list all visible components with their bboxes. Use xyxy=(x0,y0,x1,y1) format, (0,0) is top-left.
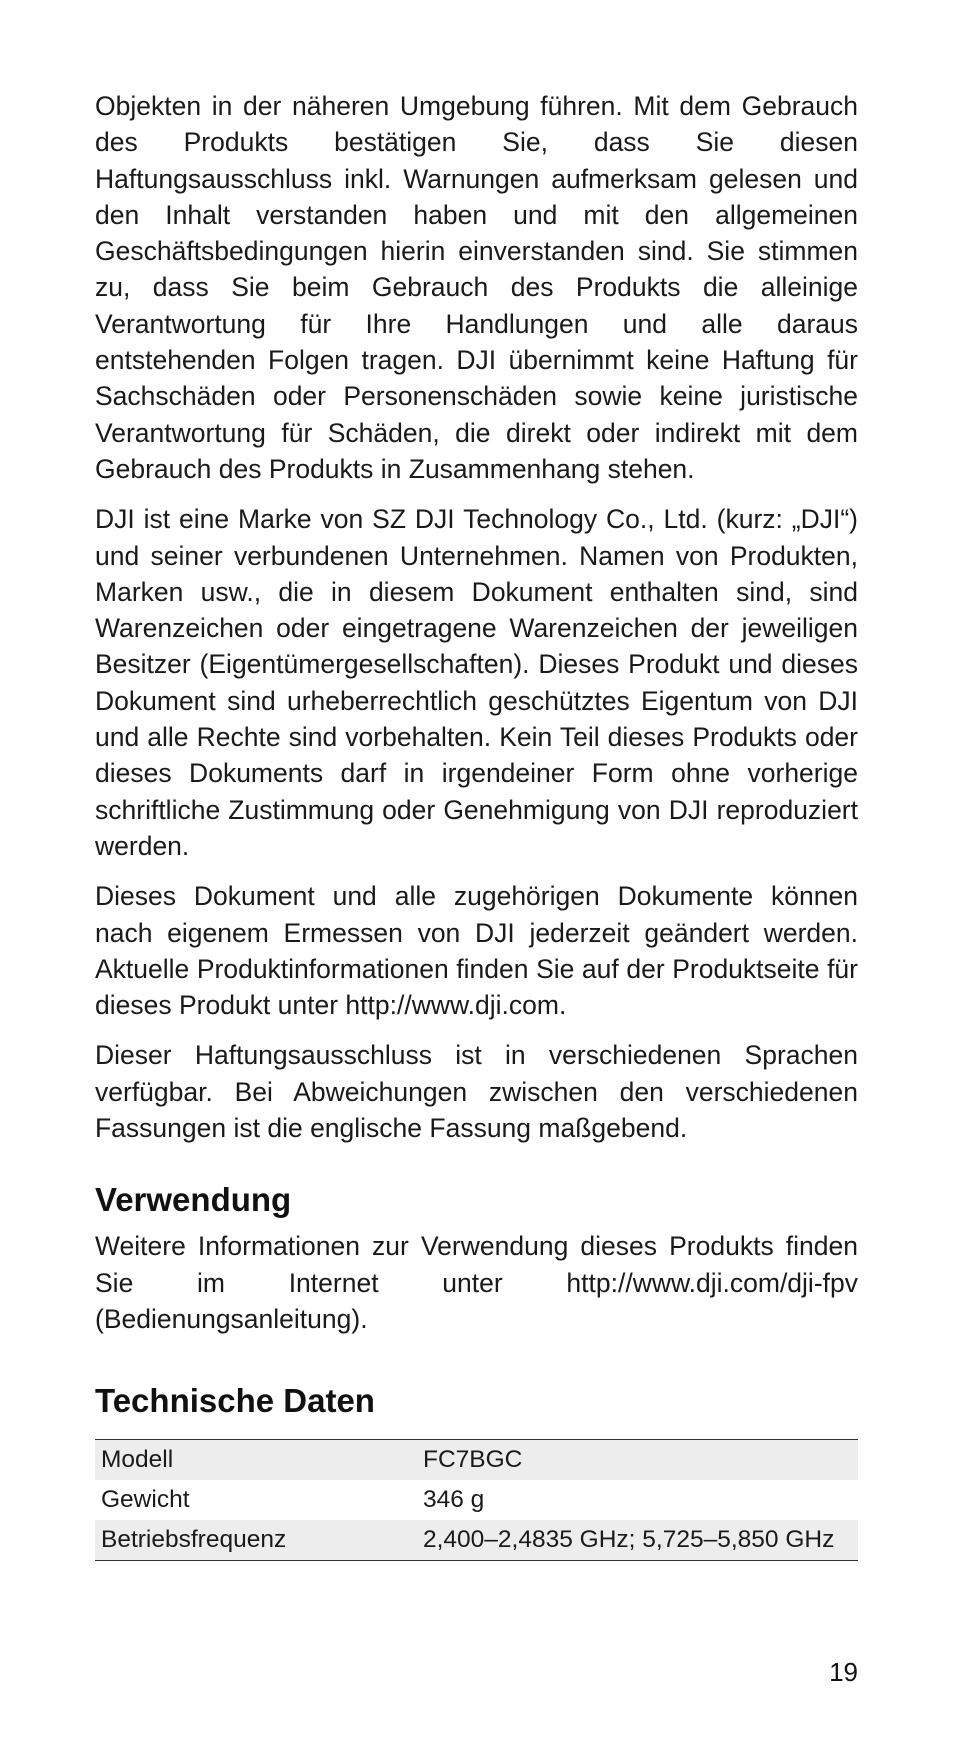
page-number: 19 xyxy=(829,1657,858,1687)
spec-label: Modell xyxy=(95,1440,417,1481)
usage-paragraph: Weitere Informationen zur Verwendung dieses Produkts finden Sie im Internet unter http://www.dji.com/dji-fpv (Bedienungsanleitung). xyxy=(95,1231,858,1334)
spec-label: Gewicht xyxy=(101,1486,190,1514)
usage-heading: Verwendung xyxy=(95,1181,292,1219)
spec-label: Betriebsfrequenz xyxy=(95,1520,417,1561)
table-row xyxy=(95,1480,858,1520)
disclaimer-paragraph-1: Objekten in der näheren Umgebung führen. Mit dem Gebrauch des Produkts bestätigen Sie, dass Sie diesen Haftungsausschluss inkl. Warnungen aufmerksam gelesen und den Inhalt verstanden haben und mit den allgemeinen Geschäftsbedingungen hierin einverstanden sind. Sie stimmen zu, dass Sie beim Gebrauch des Produkts die alleinige Verantwortung für Ihre Handlungen und alle daraus entstehenden Folgen tragen. DJI übernimmt keine Haftung für Sachschäden oder Personenschäden sowie keine juristische Verantwortung für Schäden, die direkt oder indirekt mit dem Gebrauch des Produkts in Zusammenhang stehen. xyxy=(95,91,858,484)
table-row xyxy=(95,1520,858,1561)
trademark-paragraph: DJI ist eine Marke von SZ DJI Technology Co., Ltd. (kurz: „DJI“) und seiner verbundenen Unternehmen. Namen von Produkten, Marken usw., die in diesem Dokument enthalten sind, sind Warenzeichen oder eingetragene Warenzeichen der jeweiligen Besitzer (Eigentümergesellschaften). Dieses Produkt und dieses Dokument sind urheberrechtlich geschütztes Eigentum von DJI und alle Rechte sind vorbehalten. Kein Teil dieses Produkts oder dieses Dokuments darf in irgendeiner Form ohne vorherige schriftliche Zustimmung oder Genehmigung von DJI reproduziert werden. xyxy=(95,504,858,861)
spec-value: FC7BGC xyxy=(417,1440,858,1481)
specs-heading: Technische Daten xyxy=(95,1382,375,1420)
document-page xyxy=(95,88,858,1561)
language-paragraph: Dieser Haftungsausschluss ist in verschiedenen Sprachen verfügbar. Bei Abweichungen zwischen den verschiedenen Fassungen ist die englische Fassung maßgebend. xyxy=(95,1040,858,1144)
spec-value: 346 g xyxy=(423,1486,485,1514)
specs-table xyxy=(95,1439,858,1561)
table-row xyxy=(95,1440,858,1481)
document-change-paragraph: Dieses Dokument und alle zugehörigen Dokumente können nach eigenem Ermessen von DJI jederzeit geändert werden. Aktuelle Produktinformationen finden Sie auf der Produktseite für dieses Produkt unter http://www.dji.com. xyxy=(95,881,858,1021)
spec-value: 2,400–2,4835 GHz; 5,725–5,850 GHz xyxy=(417,1520,858,1561)
